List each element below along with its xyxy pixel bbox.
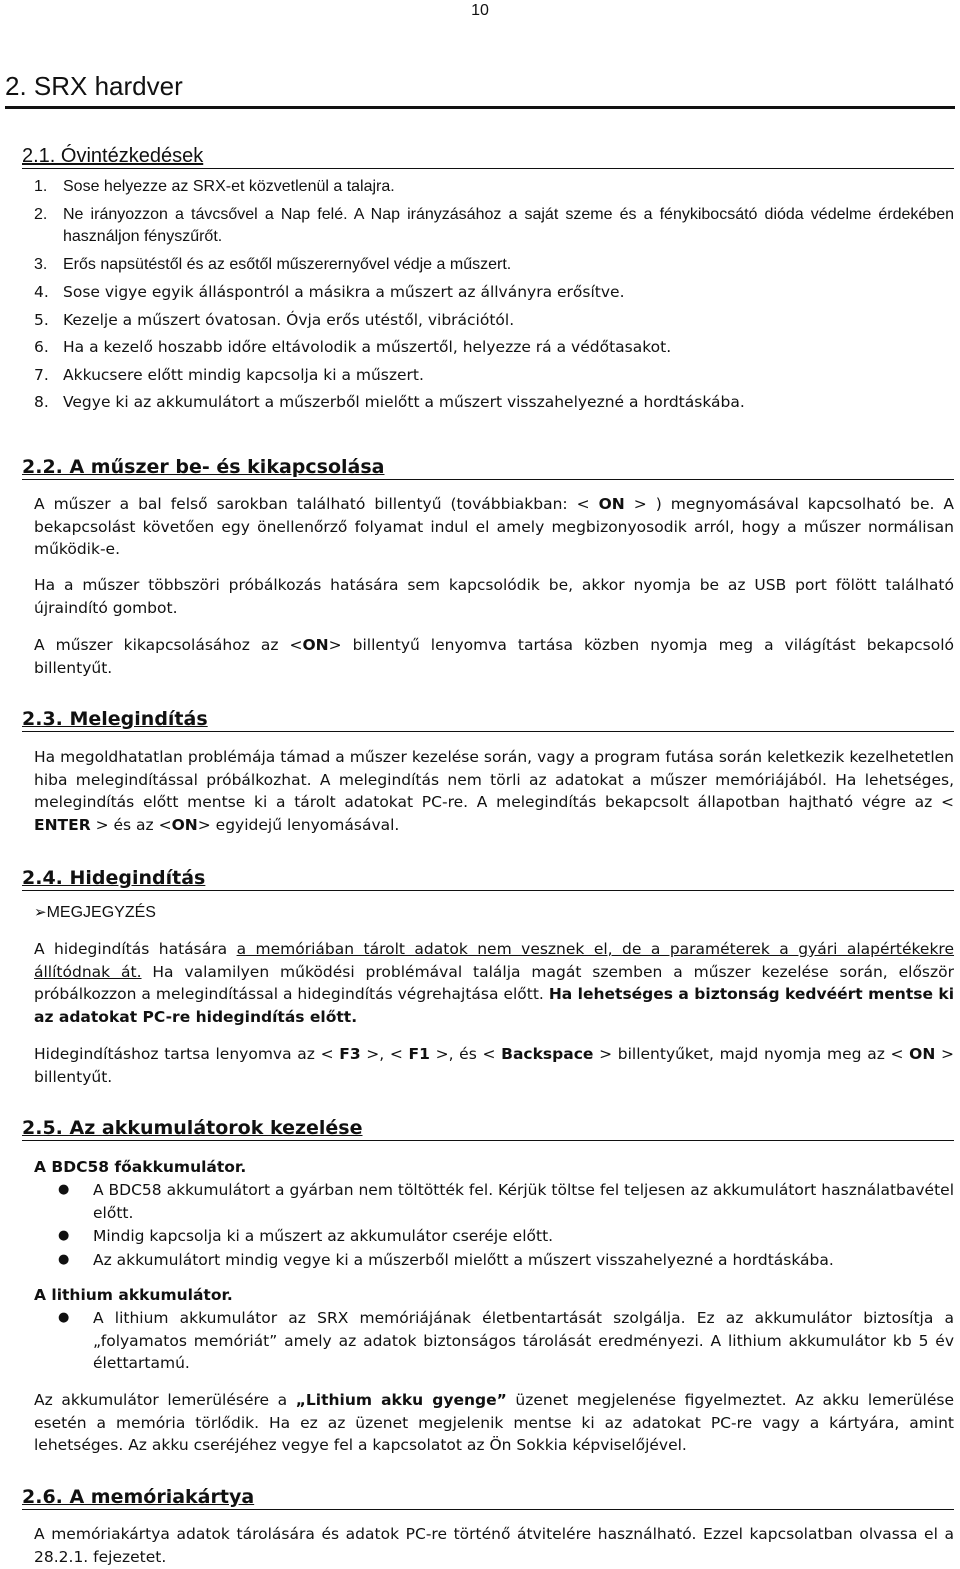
power-paragraph-1 [34, 493, 954, 561]
bdc58-list [58, 1179, 954, 1272]
section-title: 2.6. A memóriakártya [22, 1486, 255, 1508]
page-number: 10 [471, 2, 489, 19]
key-label: ON [171, 815, 198, 834]
list-item [58, 1225, 954, 1248]
text-run: A műszer kikapcsolásához az < [34, 636, 303, 654]
section-title: 2.4. Hidegindítás [22, 867, 206, 889]
chapter-title: 2. SRX hardver [5, 70, 955, 109]
text-run: Ha megoldhatatlan problémája támad a műszer kezelése során, vagy a program futása során keletkezik kezelhetetlen hiba melegindítással próbálkozhat. A melegindítás nem törli az adatokat a műszer memóriájából. Ha lehetséges, melegindítás előtt mentse ki a tárolt adatokat PC-re. A melegindítás bekapcsolt állapotban hajtható végre az < [34, 748, 954, 811]
list-item [34, 254, 954, 277]
text-run: A műszer a bal felső sarokban található billentyű (továbbiakban: < [34, 495, 599, 513]
lithium-heading: A lithium akkumulátor. [34, 1286, 233, 1304]
section-title: 2.2. A műszer be- és kikapcsolása [22, 456, 385, 478]
text-run: > és az < [90, 815, 172, 834]
item-number: 1. [34, 178, 48, 195]
list-item [58, 1307, 954, 1375]
list-item [58, 1249, 954, 1272]
underlined-text: a memóriában tárolt adatok nem vesznek el, de a paraméterek a gyári alapértékekre állítódnak át. [34, 940, 955, 981]
item-text: Sose vigye egyik álláspontról a másikra a műszert az állványra erősítve. [63, 283, 625, 301]
key-label: ENTER [34, 815, 91, 834]
key-label: ON [598, 495, 625, 513]
item-text: Sose helyezze az SRX-et közvetlenül a talajra. [63, 178, 395, 195]
section-title: 2.3. Melegindítás [22, 708, 208, 730]
note-label: MEGJEGYZÉS [46, 904, 156, 921]
bullet-icon: ● [58, 1310, 70, 1325]
item-number: 2. [34, 205, 48, 223]
text-run: > billentyűt. [34, 1045, 954, 1086]
section-heading-batteries [22, 1116, 954, 1141]
list-item [58, 1179, 954, 1224]
key-label: Backspace [501, 1045, 594, 1063]
list-item [34, 309, 954, 332]
item-text: A lithium akkumulátor az SRX memóriájának életbentartását szolgálja. Ez az akkumulátor biztosítja a „folyamatos memóriát” amely az adatok biztonságos tárolását eredményezi. A lithium akkumulátor kb 5 év élettartamú. [93, 1309, 954, 1372]
item-number: 3. [34, 255, 48, 273]
item-text: Az akkumulátort mindig vegye ki a műszerből mielőtt a műszert visszahelyezné a hordtáskába. [93, 1250, 834, 1269]
text-run: A hidegindítás hatására [34, 940, 237, 958]
text-run: > ) megnyomásával kapcsolható be. A bekapcsolást követően egy önellenőrző folyamat indul el amely megbizonyosodik arról, hogy a műszer normálisan működik-e. [34, 495, 954, 558]
section-heading-precautions [22, 144, 954, 169]
item-text: Vegye ki az akkumulátort a műszerből mielőtt a műszert visszahelyezné a hordtáskába. [63, 393, 745, 411]
bullet-icon: ● [58, 1251, 70, 1267]
text-run: >, és < [429, 1045, 502, 1063]
item-text: Mindig kapcsolja ki a műszert az akkumulátor cseréje előtt. [93, 1227, 554, 1245]
item-number: 6. [34, 338, 49, 356]
text-run: Hidegindításhoz tartsa lenyomva az < [34, 1045, 340, 1063]
item-number: 8. [34, 393, 49, 411]
section-heading-cold-start [22, 866, 954, 891]
key-label: ON [909, 1045, 936, 1063]
text-run: >, < [360, 1045, 409, 1063]
memory-card-paragraph: A memóriakártya adatok tárolására és adatok PC-re történő átvitelére használható. Ezzel kapcsolatban olvassa el a 28.2.1. fejezetet. [34, 1525, 954, 1566]
text-run: Az akkumulátor lemerülésére a [34, 1391, 296, 1409]
key-label: F1 [408, 1045, 430, 1063]
note-heading [34, 903, 156, 922]
key-label: F3 [339, 1045, 361, 1063]
item-text: A BDC58 akkumulátort a gyárban nem töltötték fel. Kérjük töltse fel teljesen az akkumulátort használatbavétel előtt. [93, 1181, 954, 1222]
item-number: 4. [34, 283, 49, 301]
section-heading-power [22, 455, 954, 480]
battery-warning-paragraph [34, 1389, 954, 1457]
item-number: 7. [34, 365, 49, 384]
text-run: > billentyű lenyomva tartása közben nyomja meg a világítást bekapcsoló billentyűt. [34, 636, 954, 677]
list-item [34, 204, 954, 249]
bold-text: Ha lehetséges a biztonság kedvéért mentse ki az adatokat PC-re hidegindítás előtt. [34, 985, 955, 1026]
warm-start-paragraph [34, 746, 954, 836]
bdc58-heading: A BDC58 főakkumulátor. [34, 1158, 247, 1176]
arrow-bullet-icon: ➢ [34, 904, 47, 921]
cold-start-paragraph-1 [34, 938, 954, 1028]
section-heading-warm-start [22, 707, 954, 732]
key-label: ON [302, 636, 329, 654]
text-run: Ha valamilyen működési problémával találja magát szemben a műszer kezelése során, először próbálkozzon a melegindítással a hidegindítás végrehajtása előtt. [34, 962, 954, 1003]
cold-start-paragraph-2 [34, 1043, 954, 1088]
power-paragraph-3 [34, 634, 954, 679]
precautions-list [34, 176, 954, 419]
list-item [34, 364, 954, 387]
text-run: üzenet megjelenése figyelmeztet. Az akku lemerülése esetén a memória törlődik. Ha ez az üzenet megjelenik mentse ki az adatokat PC-re vagy a kártyára, amint lehetséges. Az akku cseréjéhez vegye fel a kapcsolatot az Ön Sokkia képviselőjével. [34, 1391, 955, 1454]
section-heading-memory-card [22, 1485, 954, 1510]
item-text: Ne irányozzon a távcsővel a Nap felé. A Nap irányzásához a saját szeme és a fénykibocsátó dióda védelme érdekében használjon fényszűrőt. [63, 205, 954, 245]
power-paragraph-2: Ha a műszer többszöri próbálkozás hatására sem kapcsolódik be, akkor nyomja be az USB port fölött található újraindító gombot. [34, 576, 954, 617]
item-text: Erős napsütéstől és az esőtől műszerernyővel védje a műszert. [63, 255, 512, 273]
bullet-icon: ● [58, 1182, 70, 1197]
list-item [34, 176, 954, 199]
lithium-list [58, 1307, 954, 1376]
text-run: > egyidejű lenyomásával. [197, 815, 400, 834]
list-item [34, 281, 954, 304]
section-title: 2.5. Az akkumulátorok kezelése [22, 1117, 363, 1139]
list-item [34, 391, 954, 414]
item-number: 5. [34, 310, 49, 329]
bold-text: „Lithium akku gyenge” [295, 1391, 507, 1409]
section-title: 2.1. Óvintézkedések [22, 145, 204, 167]
item-text: Ha a kezelő hoszabb időre eltávolodik a műszertől, helyezze rá a védőtasakot. [63, 338, 672, 356]
item-text: Akkucsere előtt mindig kapcsolja ki a műszert. [63, 365, 424, 384]
list-item [34, 336, 954, 359]
text-run: > billentyűket, majd nyomja meg az < [593, 1045, 910, 1063]
bullet-icon: ● [58, 1228, 70, 1243]
item-text: Kezelje a műszert óvatosan. Óvja erős utéstől, vibrációtól. [63, 310, 515, 329]
